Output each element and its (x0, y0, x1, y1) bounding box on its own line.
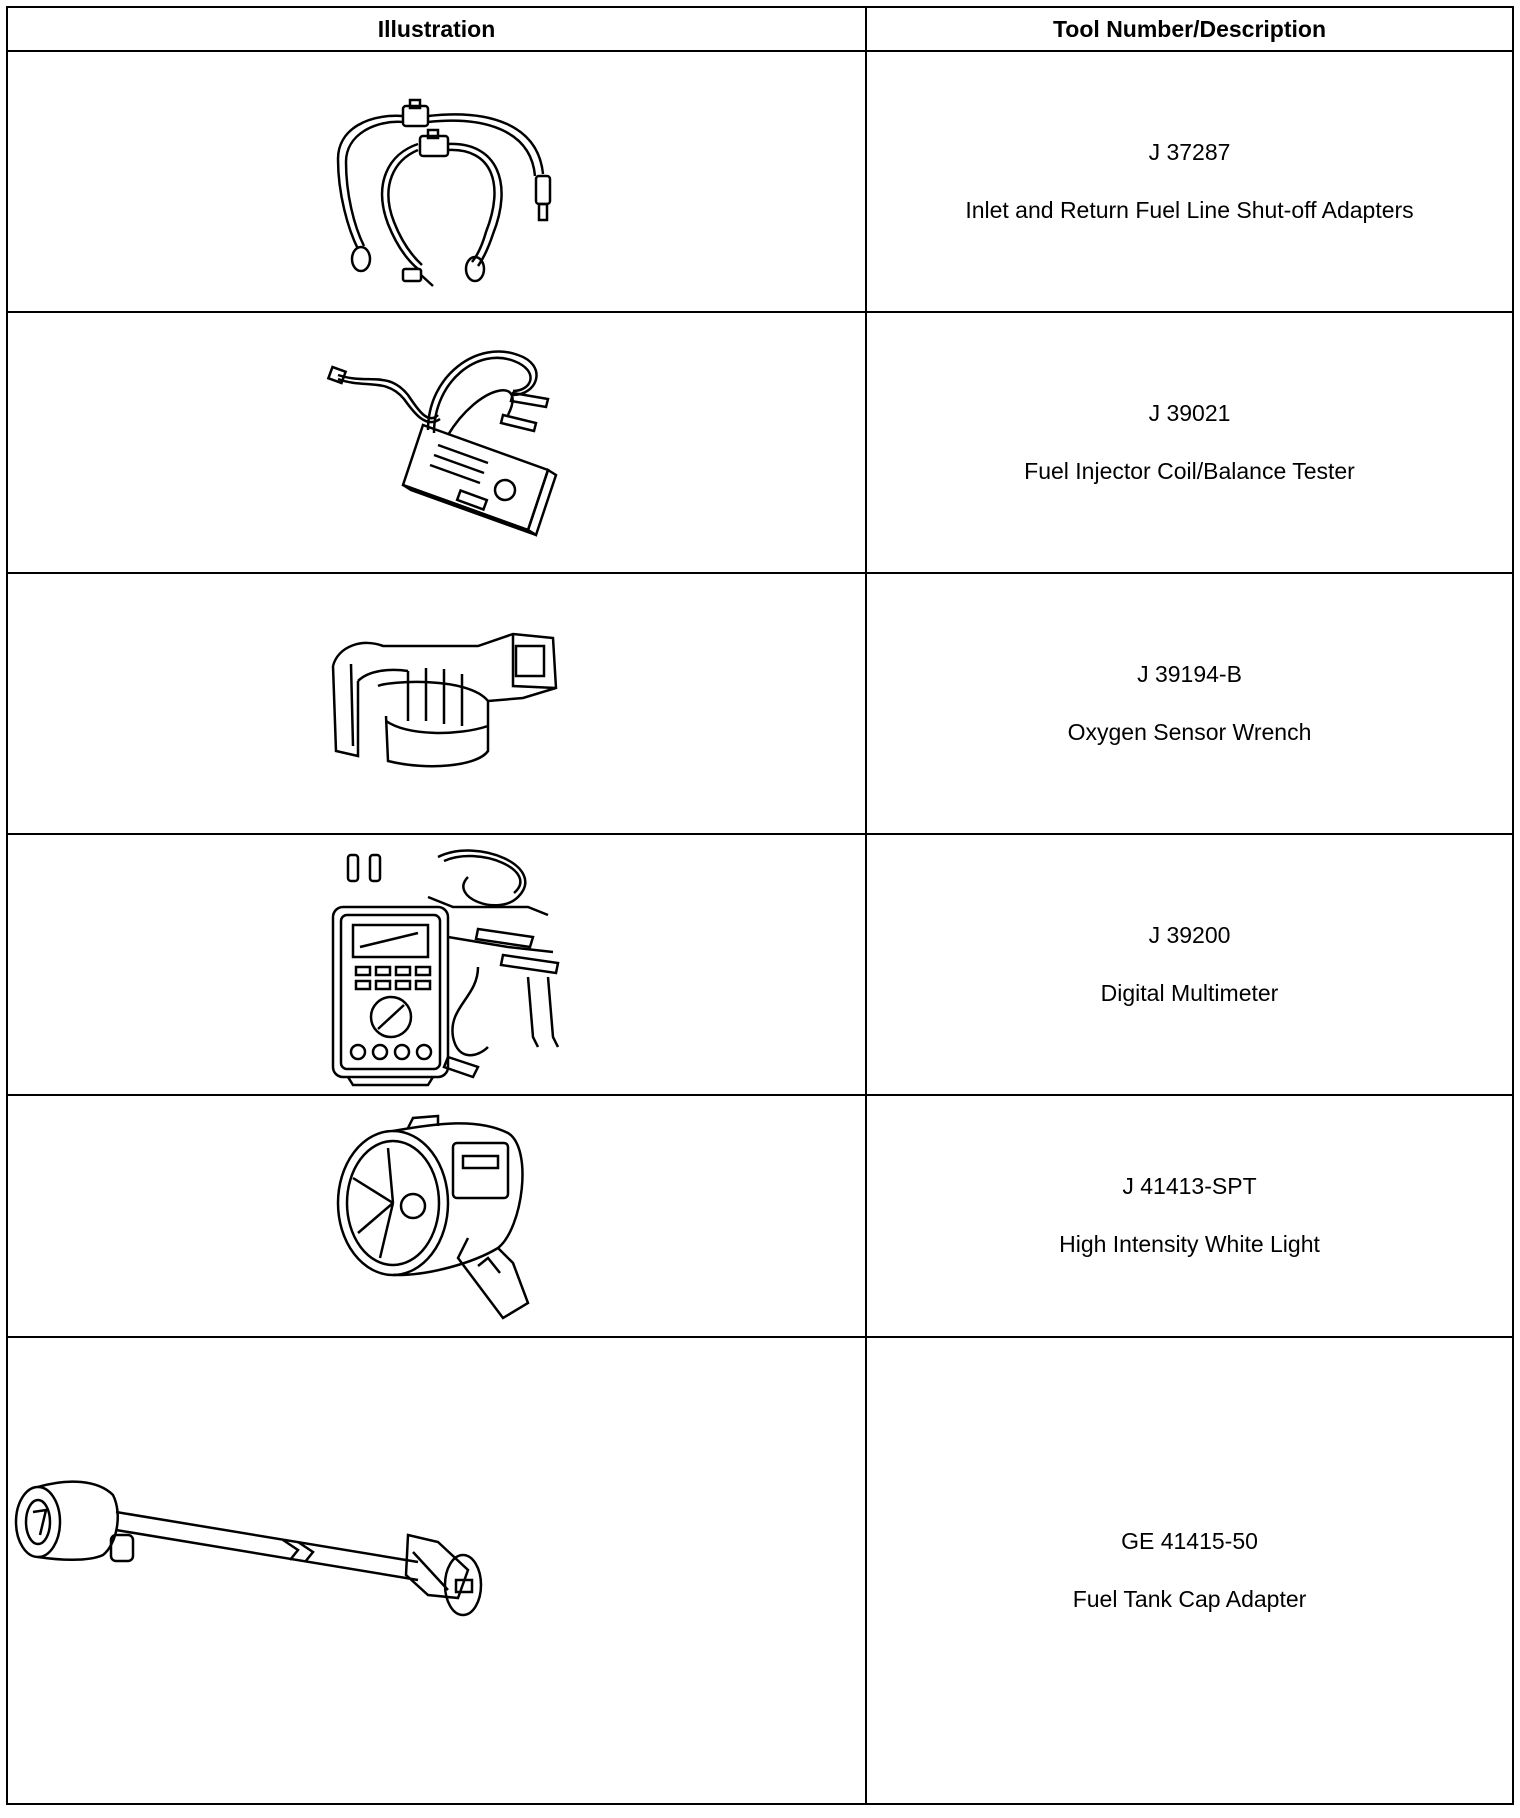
tool-number: J 39200 (1148, 921, 1231, 948)
tool-cell (866, 1337, 1513, 1804)
tool-description: Oxygen Sensor Wrench (1067, 718, 1312, 745)
tool-description: Fuel Tank Cap Adapter (1072, 1585, 1307, 1612)
tool-cell (866, 312, 1513, 573)
table-row (7, 1095, 1513, 1337)
tool-cell (866, 1095, 1513, 1337)
tool-number: J 37287 (1148, 138, 1231, 165)
tool-table (6, 6, 1514, 1805)
table-row (7, 573, 1513, 834)
multimeter-drawing (8, 837, 867, 1092)
table-row (7, 1337, 1513, 1804)
tool-description: Fuel Injector Coil/Balance Tester (1024, 457, 1355, 484)
tool-description: Inlet and Return Fuel Line Shut-off Adapters (965, 196, 1414, 223)
illustration-cell (7, 312, 866, 573)
tool-number: J 41413-SPT (1122, 1173, 1257, 1200)
header-tool-number-description: Tool Number/Description (866, 7, 1513, 51)
illustration-cell (7, 834, 866, 1095)
table-row (7, 834, 1513, 1095)
tool-description: High Intensity White Light (1059, 1231, 1320, 1257)
tool-cell (866, 834, 1513, 1095)
injector-tester-drawing (8, 315, 867, 570)
tool-number: J 39194-B (1137, 660, 1242, 687)
tool-cell (866, 51, 1513, 312)
illustration-cell (7, 1095, 866, 1337)
tool-number: GE 41415-50 (1121, 1527, 1258, 1554)
illustration-cell (7, 51, 866, 312)
header-row (7, 7, 1513, 51)
illustration-cell (7, 1337, 866, 1804)
tool-cell (866, 573, 1513, 834)
tool-description: Digital Multimeter (1100, 979, 1279, 1006)
table-row (7, 51, 1513, 312)
white-light-drawing (8, 1098, 867, 1334)
fuel-tank-cap-adapter-drawing (8, 1340, 867, 1801)
header-illustration: Illustration (7, 7, 866, 51)
illustration-cell (7, 573, 866, 834)
table-row (7, 312, 1513, 573)
fuel-line-adapters-drawing (8, 54, 867, 309)
oxygen-sensor-wrench-drawing (8, 576, 867, 831)
tool-number: J 39021 (1148, 399, 1231, 426)
